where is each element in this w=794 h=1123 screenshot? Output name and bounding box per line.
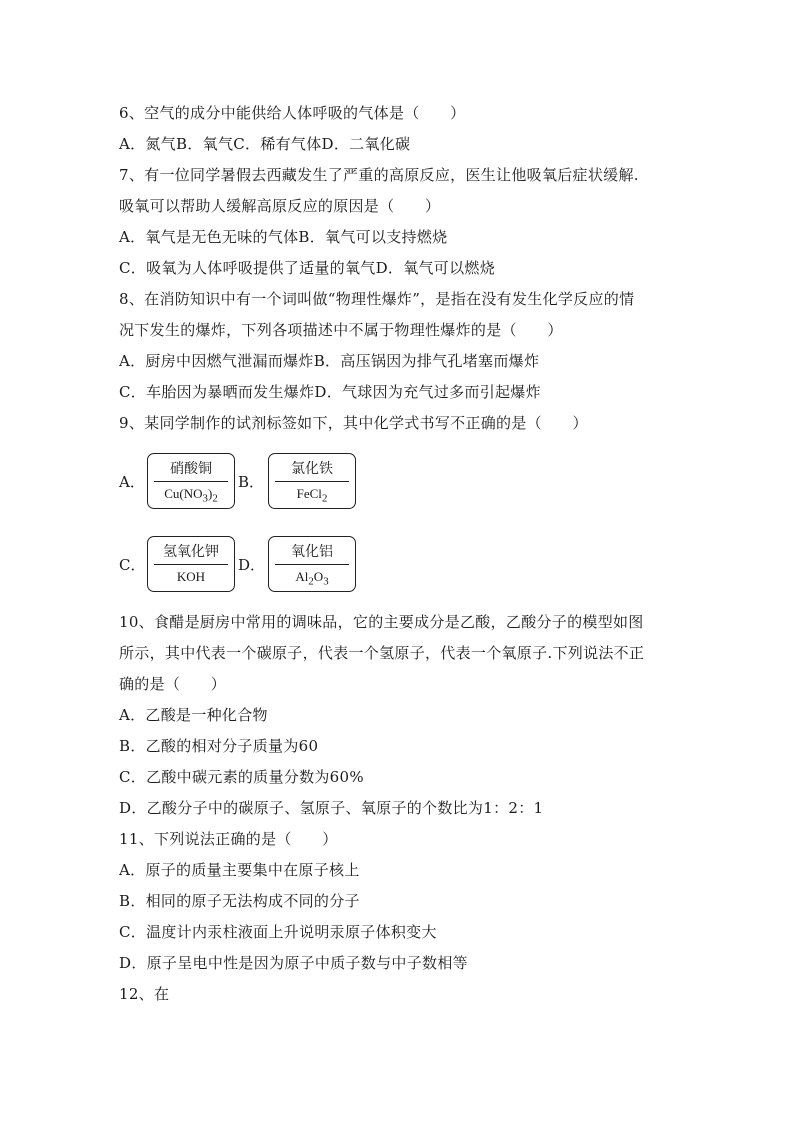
reagent-label-a-formula: $Cu(NO_3)_2$ <box>164 486 218 505</box>
reagent-label-b-name: 氯化铁 <box>291 461 333 477</box>
q7-stem-line2: 吸氧可以帮助人缓解高原反应的原因是（ ） <box>119 197 441 215</box>
q10-option-b: B．乙酸的相对分子质量为60 <box>119 737 319 755</box>
reagent-label-b-formula: FeCl$_2$ <box>296 486 328 505</box>
q8-options-line2: C．车胎因为暴晒而发生爆炸D．气球因为充气过多而引起爆炸 <box>119 383 541 401</box>
reagent-label-b-divider <box>275 481 349 482</box>
q9-stem: 9、某同学制作的试剂标签如下，其中化学式书写不正确的是（ ） <box>119 414 588 432</box>
q9-option-a-letter: A． <box>119 473 145 491</box>
q10-stem-line2: 所示，其中代表一个碳原子，代表一个氢原子，代表一个氧原子.下列说法不正 <box>119 644 645 662</box>
reagent-label-c-formula: KOH <box>176 569 206 584</box>
reagent-label-a-name: 硝酸铜 <box>170 461 212 477</box>
q6-options: A．氮气B．氧气C．稀有气体D．二氧化碳 <box>119 135 411 153</box>
reagent-label-a-divider <box>154 481 228 482</box>
q7-options-line2: C．吸氧为人体呼吸提供了适量的氧气D．氧气可以燃烧 <box>119 259 496 277</box>
q10-option-d: D．乙酸分子中的碳原子、氢原子、氧原子的个数比为1：2：1 <box>119 799 544 817</box>
reagent-label-d-divider <box>275 564 349 565</box>
q11-option-d: D．原子呈电中性是因为原子中质子数与中子数相等 <box>119 954 468 972</box>
reagent-label-c-divider <box>154 564 228 565</box>
q11-option-b: B．相同的原子无法构成不同的分子 <box>119 892 360 910</box>
reagent-label-b <box>268 453 356 509</box>
q8-options-line1: A．厨房中因燃气泄漏而爆炸B．高压锅因为排气孔堵塞而爆炸 <box>119 352 540 370</box>
reagent-label-d <box>268 536 356 592</box>
q11-option-c: C．温度计内汞柱液面上升说明汞原子体积变大 <box>119 923 437 941</box>
q10-option-a: A．乙酸是一种化合物 <box>119 706 268 724</box>
reagent-label-a <box>147 453 235 509</box>
q11-stem: 11、下列说法正确的是（ ） <box>119 830 338 848</box>
q9-option-d-letter: D． <box>238 556 266 574</box>
q10-stem-line3: 确的是（ ） <box>119 675 227 693</box>
q9-option-b-letter: B． <box>238 473 265 491</box>
q11-option-a: A．原子的质量主要集中在原子核上 <box>119 861 360 879</box>
q6-stem: 6、空气的成分中能供给人体呼吸的气体是（ ） <box>119 104 466 122</box>
q9-option-c-letter: C． <box>119 556 146 574</box>
q10-stem-line1: 10、食醋是厨房中常用的调味品，它的主要成分是乙酸，乙酸分子的模型如图 <box>119 613 644 631</box>
reagent-label-c <box>147 536 235 592</box>
reagent-label-d-formula: $Al_2O_3$ <box>295 569 329 588</box>
q8-stem-line1: 8、在消防知识中有一个词叫做“物理性爆炸”，是指在没有发生化学反应的情 <box>119 290 635 308</box>
q7-options-line1: A．氧气是无色无味的气体B．氧气可以支持燃烧 <box>119 228 448 246</box>
reagent-label-c-name: 氢氧化钾 <box>163 544 219 560</box>
q8-stem-line2: 况下发生的爆炸，下列各项描述中不属于物理性爆炸的是（ ） <box>119 321 563 339</box>
q7-stem-line1: 7、有一位同学暑假去西藏发生了严重的高原反应，医生让他吸氧后症状缓解. <box>119 166 639 184</box>
q12-stem: 12、在 <box>119 985 170 1003</box>
q10-option-c: C．乙酸中碳元素的质量分数为60% <box>119 768 364 786</box>
reagent-label-d-name: 氧化铝 <box>291 544 333 560</box>
